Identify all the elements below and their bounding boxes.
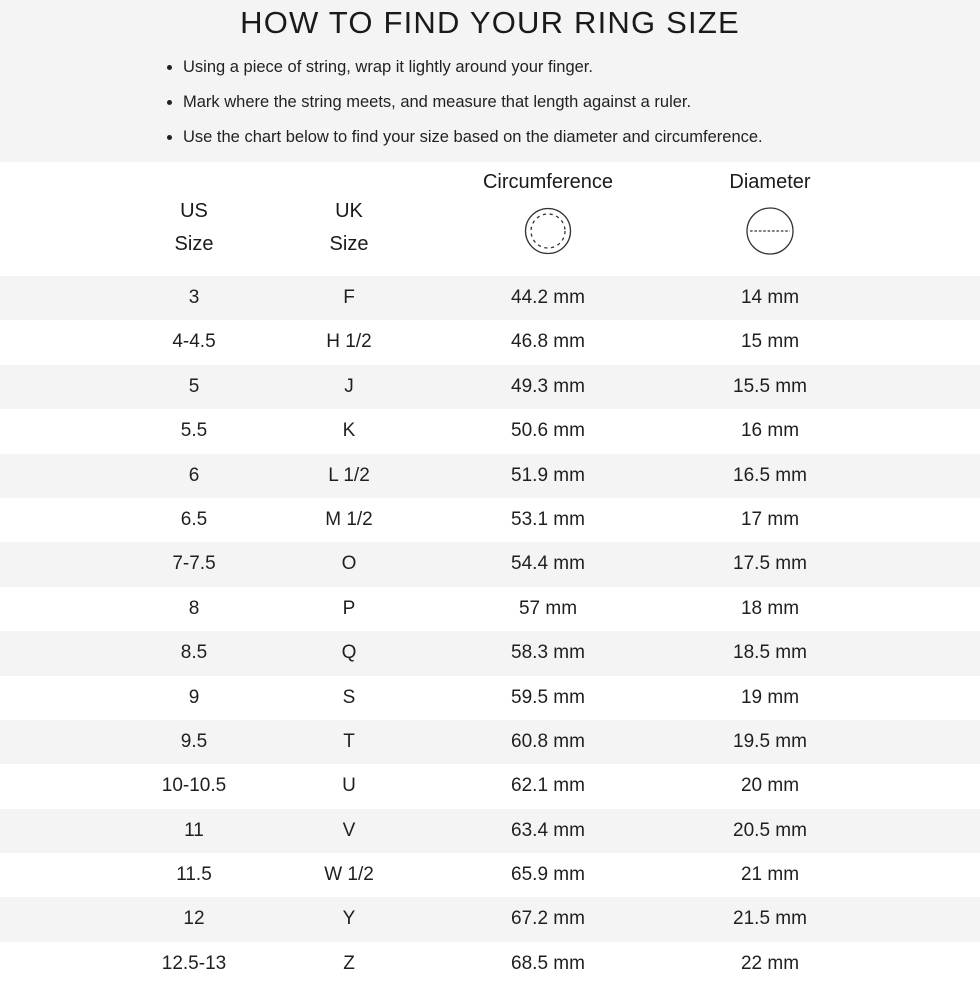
uk-size-cell: V	[342, 819, 356, 841]
diameter-cell: 18 mm	[740, 597, 800, 619]
table-row	[0, 320, 980, 364]
uk-size-cell: K	[342, 420, 356, 442]
diameter-cell: 20 mm	[740, 775, 800, 797]
dashed-circle-icon	[448, 206, 648, 254]
instruction-step: Mark where the string meets, and measure that length against a ruler.	[166, 89, 763, 124]
circumference-header: Circumference	[482, 171, 614, 193]
diameter-cell: 17 mm	[740, 508, 800, 530]
table-row	[0, 942, 980, 986]
circumference-cell: 68.5 mm	[511, 952, 585, 974]
uk-size-cell: L 1/2	[328, 464, 370, 486]
table-row	[0, 809, 980, 853]
diameter-header: Diameter	[729, 171, 811, 193]
uk-size-header-sub: Size	[329, 233, 369, 255]
circumference-cell: 58.3 mm	[511, 642, 585, 664]
table-row	[0, 365, 980, 409]
circumference-cell: 49.3 mm	[511, 375, 585, 397]
diameter-cell: 15 mm	[740, 331, 800, 353]
us-size-cell: 9	[188, 686, 200, 708]
diameter-cell: 16 mm	[740, 420, 800, 442]
uk-size-cell: F	[343, 287, 355, 308]
us-size-cell: 5.5	[180, 420, 208, 442]
diameter-cell: 14 mm	[740, 287, 800, 308]
us-size-cell: 7-7.5	[172, 553, 216, 575]
table-row	[0, 587, 980, 631]
us-size-cell: 10-10.5	[161, 775, 227, 797]
table-row	[0, 276, 980, 320]
us-size-cell: 11.5	[176, 864, 212, 886]
table-row	[0, 853, 980, 897]
circumference-cell: 46.8 mm	[511, 331, 585, 353]
instruction-step: Using a piece of string, wrap it lightly around your finger.	[166, 54, 763, 89]
uk-size-cell: W 1/2	[324, 864, 374, 886]
instructions-panel	[0, 0, 980, 162]
table-row	[0, 542, 980, 586]
table-row	[0, 764, 980, 808]
diameter-cell: 16.5 mm	[733, 464, 807, 486]
diameter-cell: 15.5 mm	[733, 375, 807, 397]
uk-size-cell: T	[343, 730, 355, 752]
size-table-body	[0, 276, 980, 986]
instruction-step: Use the chart below to find your size based on the diameter and circumference.	[166, 124, 763, 159]
us-size-cell: 3	[188, 287, 200, 308]
us-size-cell: 5	[188, 375, 200, 397]
diameter-cell: 21 mm	[740, 864, 800, 886]
circumference-cell: 44.2 mm	[511, 287, 585, 308]
us-size-cell: 9.5	[180, 730, 208, 752]
us-size-cell: 12	[183, 908, 205, 930]
uk-size-cell: S	[342, 686, 356, 708]
us-size-cell: 11	[184, 819, 204, 841]
circumference-cell: 54.4 mm	[511, 553, 585, 575]
uk-size-cell: Q	[341, 642, 357, 664]
page-title: HOW TO FIND YOUR RING SIZE	[240, 5, 740, 40]
circle-with-dashed-diameter-icon	[680, 206, 860, 254]
table-row	[0, 498, 980, 542]
table-row	[0, 676, 980, 720]
diameter-cell: 22 mm	[740, 952, 800, 974]
circumference-cell: 65.9 mm	[511, 864, 585, 886]
table-row	[0, 454, 980, 498]
us-size-cell: 12.5-13	[161, 952, 227, 974]
us-size-header: US	[180, 200, 208, 222]
uk-size-cell: J	[344, 375, 354, 397]
us-size-cell: 6	[188, 464, 200, 486]
us-size-cell: 4-4.5	[172, 331, 216, 353]
circumference-cell: 60.8 mm	[511, 730, 585, 752]
table-row	[0, 897, 980, 941]
diameter-cell: 17.5 mm	[733, 553, 807, 575]
uk-size-cell: P	[342, 597, 356, 619]
circumference-cell: 51.9 mm	[511, 464, 585, 486]
circumference-cell: 50.6 mm	[511, 420, 585, 442]
circumference-cell: 53.1 mm	[511, 508, 585, 530]
uk-size-cell: M 1/2	[325, 508, 373, 530]
circumference-cell: 57 mm	[518, 597, 578, 619]
us-size-cell: 8.5	[180, 642, 208, 664]
us-size-header-sub: Size	[174, 233, 214, 255]
circumference-cell: 67.2 mm	[511, 908, 585, 930]
table-row	[0, 631, 980, 675]
us-size-cell: 6.5	[180, 508, 208, 530]
diameter-cell: 20.5 mm	[733, 819, 807, 841]
diameter-cell: 18.5 mm	[733, 642, 807, 664]
uk-size-header: UK	[335, 200, 363, 222]
uk-size-cell: U	[342, 775, 356, 797]
diameter-cell: 19 mm	[740, 686, 800, 708]
uk-size-cell: Y	[342, 908, 356, 930]
table-row	[0, 720, 980, 764]
diameter-cell: 21.5 mm	[733, 908, 807, 930]
circumference-cell: 63.4 mm	[511, 819, 585, 841]
uk-size-cell: Z	[343, 952, 355, 974]
us-size-cell: 8	[188, 597, 200, 619]
diameter-cell: 19.5 mm	[733, 730, 807, 752]
table-row	[0, 409, 980, 453]
uk-size-cell: O	[341, 553, 357, 575]
circumference-cell: 59.5 mm	[511, 686, 585, 708]
circumference-cell: 62.1 mm	[511, 775, 585, 797]
uk-size-cell: H 1/2	[326, 331, 372, 353]
instruction-list	[166, 54, 763, 159]
